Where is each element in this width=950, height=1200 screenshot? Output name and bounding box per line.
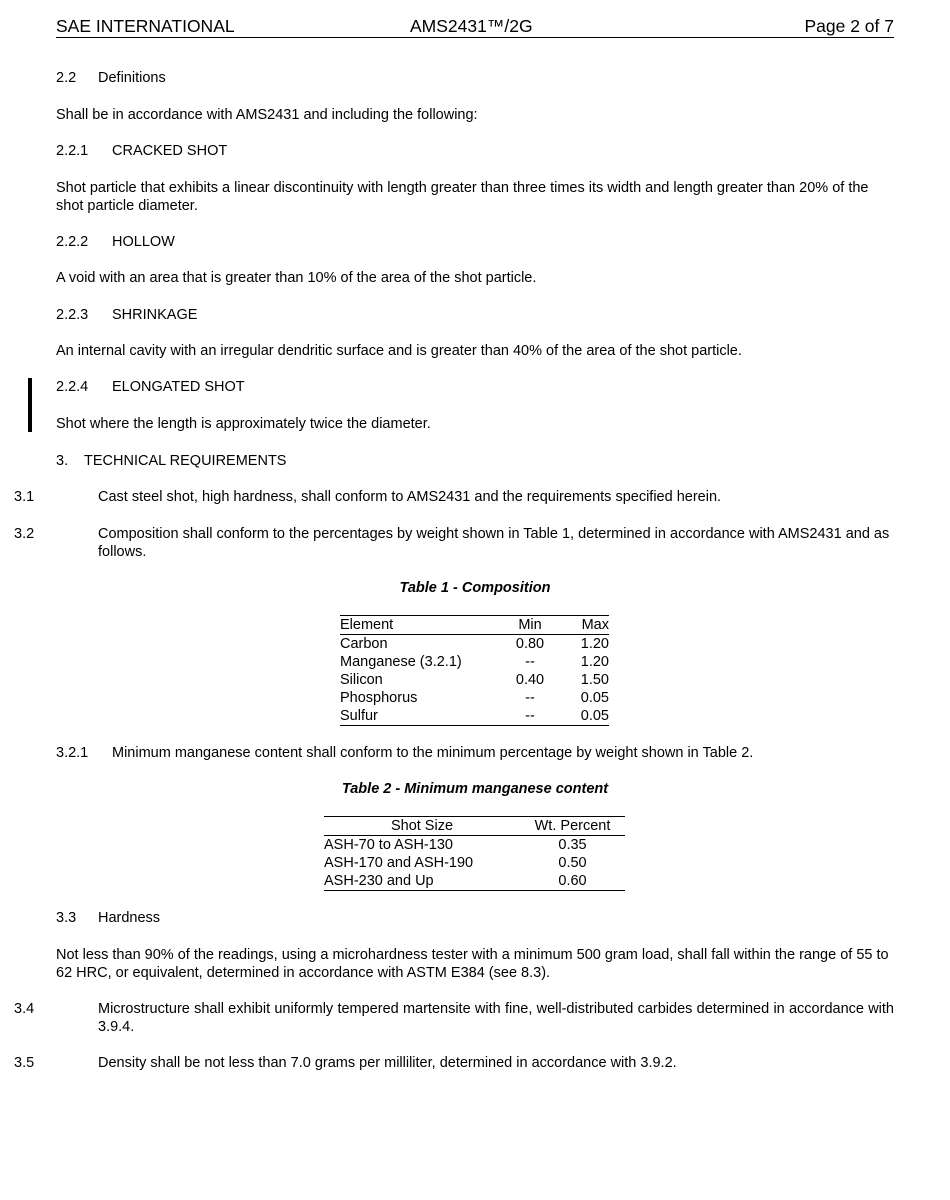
section-2-2-3-text: An internal cavity with an irregular dendritic surface and is greater than 40% of the area of the shot particle.: [56, 343, 742, 359]
table-cell: ASH-170 and ASH-190: [324, 855, 474, 871]
page-header: [56, 15, 894, 38]
table-cell: 0.05: [580, 708, 609, 724]
section-title: ELONGATED SHOT: [112, 379, 245, 395]
section-number: 2.2.1: [56, 143, 89, 159]
table-cell: 0.05: [580, 690, 609, 706]
table-cell: ASH-230 and Up: [324, 873, 434, 889]
column-header: Shot Size: [324, 817, 520, 836]
table-cell: Silicon: [340, 672, 383, 688]
section-2-2-4-text: Shot where the length is approximately twice the diameter.: [56, 416, 431, 432]
table-row: [324, 872, 625, 891]
header-doc-id: AMS2431™/2G: [410, 16, 533, 36]
table-cell: Carbon: [340, 636, 388, 652]
section-number: 3.: [56, 453, 69, 469]
header-page-number: Page 2 of 7: [804, 16, 894, 36]
table-1-caption: Table 1 - Composition: [399, 580, 551, 596]
section-text: Microstructure shall exhibit uniformly tempered martensite with fine, well-distributed carbides determined in accordance with 3.9.4.: [98, 1001, 894, 1035]
table-header-row: [340, 616, 609, 635]
section-title: HOLLOW: [112, 234, 175, 250]
section-3-2-1: [56, 744, 894, 762]
section-3-5: [14, 1054, 894, 1072]
table-cell: 0.35: [558, 837, 587, 853]
table-row: [340, 689, 609, 707]
section-2-2-heading: [56, 69, 894, 87]
section-title: SHRINKAGE: [112, 307, 198, 323]
section-3-2: [14, 525, 894, 561]
section-number: 3.1: [14, 489, 35, 505]
section-number: 3.2.1: [56, 745, 89, 761]
section-3-3-text: Not less than 90% of the readings, using a microhardness tester with a minimum 500 gram load, shall fall within the range of 55 to 62 HRC, or equivalent, determined in accordance with ASTM E384 (see 8.3).: [56, 947, 889, 981]
table-cell: 0.80: [515, 636, 545, 652]
table-cell: Phosphorus: [340, 690, 418, 706]
section-3-1: [14, 488, 894, 506]
section-3-3-heading: [56, 909, 894, 927]
section-text: Density shall be not less than 7.0 grams per milliliter, determined in accordance with 3.9.2.: [98, 1055, 677, 1071]
table-header-row: [324, 817, 625, 836]
table-cell: Manganese (3.2.1): [340, 654, 462, 670]
section-number: 3.4: [14, 1001, 35, 1017]
section-2-2-2-text: A void with an area that is greater than 10% of the area of the shot particle.: [56, 270, 537, 286]
section-number: 3.2: [14, 526, 35, 542]
column-header: Min: [505, 616, 555, 635]
table-cell: --: [525, 654, 535, 670]
section-2-2-2-heading: [56, 233, 894, 251]
section-number: 2.2.4: [56, 379, 89, 395]
section-text: Minimum manganese content shall conform to the minimum percentage by weight shown in Table 2.: [112, 745, 754, 761]
section-title: Definitions: [98, 70, 166, 86]
table-row: [340, 707, 609, 726]
section-number: 3.3: [56, 910, 77, 926]
section-2-2-1-heading: [56, 142, 894, 160]
table-row: [340, 635, 609, 654]
table-cell: 0.40: [515, 672, 545, 688]
table-cell: 0.50: [558, 855, 587, 871]
manganese-table: [324, 816, 625, 891]
section-2-2-4-heading: [56, 378, 894, 396]
table-cell: 1.20: [580, 654, 609, 670]
header-org: SAE INTERNATIONAL: [56, 16, 235, 36]
table-cell: Sulfur: [340, 708, 378, 724]
section-title: Hardness: [98, 910, 161, 926]
section-text: Composition shall conform to the percentages by weight shown in Table 1, determined in accordance with AMS2431 and as follows.: [98, 526, 890, 560]
section-number: 2.2: [56, 70, 77, 86]
table-cell: 0.60: [558, 873, 587, 889]
section-2-2-text: Shall be in accordance with AMS2431 and including the following:: [56, 107, 478, 123]
column-header: Max: [555, 616, 609, 635]
table-row: [340, 653, 609, 671]
table-row: [324, 854, 625, 872]
table-cell: --: [525, 708, 535, 724]
table-cell: 1.50: [580, 672, 609, 688]
section-3-4: [14, 1000, 894, 1036]
table-row: [324, 836, 625, 855]
section-number: 2.2.3: [56, 307, 89, 323]
composition-table: [340, 615, 609, 726]
section-title: CRACKED SHOT: [112, 143, 228, 159]
table-cell: --: [525, 690, 535, 706]
table-cell: ASH-70 to ASH-130: [324, 837, 453, 853]
section-number: 3.5: [14, 1055, 35, 1071]
column-header: Wt. Percent: [520, 817, 625, 836]
section-text: Cast steel shot, high hardness, shall conform to AMS2431 and the requirements specified herein.: [98, 489, 722, 505]
revision-change-bar: [28, 378, 32, 432]
section-title: TECHNICAL REQUIREMENTS: [84, 453, 287, 469]
section-2-2-3-heading: [56, 306, 894, 324]
table-cell: 1.20: [580, 636, 609, 652]
table-2-caption: Table 2 - Minimum manganese content: [341, 781, 609, 797]
section-2-2-1-text: Shot particle that exhibits a linear discontinuity with length greater than three times its width and length greater than 20% of the shot particle diameter.: [56, 180, 869, 214]
section-3-heading: [56, 452, 894, 470]
column-header: Element: [340, 616, 505, 635]
section-number: 2.2.2: [56, 234, 89, 250]
table-row: [340, 671, 609, 689]
